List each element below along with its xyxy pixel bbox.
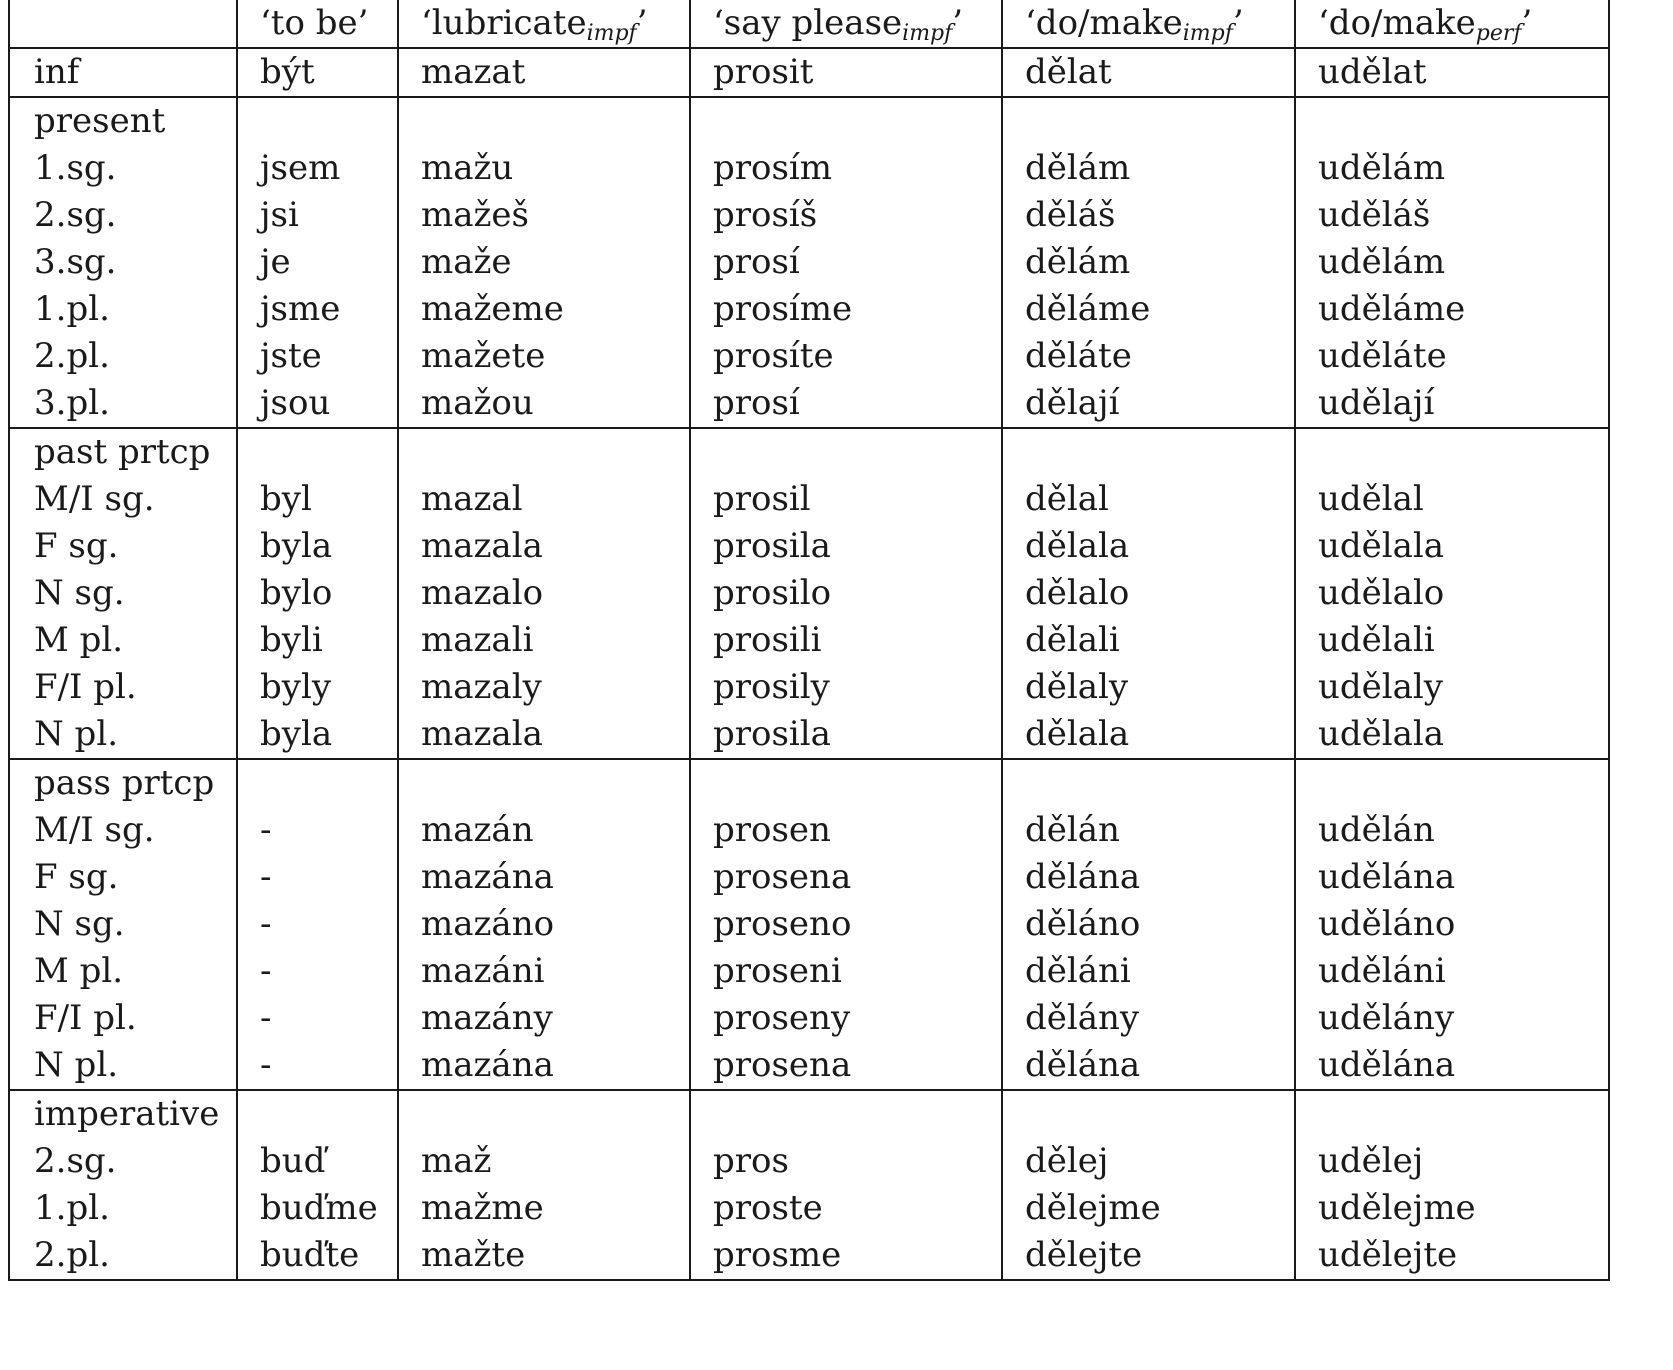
form-cell: mazaly [398,664,690,711]
table-row [9,239,1609,286]
section-pass-prtcp [9,759,1609,1090]
form-cell: - [237,854,398,901]
form-cell: děláni [1002,948,1295,995]
form-cell: uděláme [1295,286,1609,333]
form-cell: udělejme [1295,1185,1609,1232]
form-cell: prosena [690,1042,1002,1090]
table-row [9,948,1609,995]
table-header-group [9,0,1609,97]
row-label: F/I pl. [9,664,237,711]
form-cell: dělej [1002,1138,1295,1185]
form-cell: udělala [1295,711,1609,759]
empty-cell [237,759,398,807]
form-cell: proseny [690,995,1002,1042]
form-cell: prosena [690,854,1002,901]
form-cell: prosili [690,617,1002,664]
row-label: N sg. [9,570,237,617]
form-cell: byl [237,476,398,523]
form-cell: uděláte [1295,333,1609,380]
form-cell: dělán [1002,807,1295,854]
aspect-subscript: impf [586,21,637,46]
form-cell: mazal [398,476,690,523]
aspect-subscript: impf [1182,21,1233,46]
form-cell: dělána [1002,854,1295,901]
form-cell: mazány [398,995,690,1042]
row-label: 1.pl. [9,1185,237,1232]
form-cell: dělali [1002,617,1295,664]
form-cell: dělat [1002,48,1295,97]
form-cell: dělejme [1002,1185,1295,1232]
empty-cell [1295,428,1609,476]
closing-quote: ’ [1521,3,1533,43]
section-past-prtcp [9,428,1609,759]
section-label: pass prtcp [9,759,237,807]
empty-cell [398,428,690,476]
section-present [9,97,1609,428]
form-cell: prosíš [690,192,1002,239]
section-label-row [9,428,1609,476]
empty-cell [1295,97,1609,145]
column-gloss: ‘do/make [1318,3,1476,43]
closing-quote: ’ [952,3,964,43]
empty-cell [690,97,1002,145]
form-cell: mazán [398,807,690,854]
form-cell: prosí [690,239,1002,286]
row-label: M/I sg. [9,807,237,854]
form-cell: prosen [690,807,1002,854]
form-cell: mažete [398,333,690,380]
form-cell: proste [690,1185,1002,1232]
form-cell: uděláno [1295,901,1609,948]
form-cell: udělána [1295,1042,1609,1090]
form-cell: mazáno [398,901,690,948]
table-row [9,1042,1609,1090]
row-label: N pl. [9,1042,237,1090]
form-cell: mažeme [398,286,690,333]
form-cell: děláš [1002,192,1295,239]
row-label: 2.pl. [9,333,237,380]
form-cell: pros [690,1138,1002,1185]
closing-quote: ’ [1232,3,1244,43]
column-gloss: ‘lubricate [421,3,587,43]
form-cell: byli [237,617,398,664]
table-row [9,807,1609,854]
section-label-row [9,1090,1609,1138]
form-cell: jsem [237,145,398,192]
form-cell: mažte [398,1232,690,1280]
empty-cell [690,1090,1002,1138]
table-row [9,1185,1609,1232]
table-row [9,286,1609,333]
column-header [690,0,1002,48]
empty-cell [1002,428,1295,476]
row-label: F/I pl. [9,995,237,1042]
row-label: M/I sg. [9,476,237,523]
form-cell: dělána [1002,1042,1295,1090]
form-cell: proseno [690,901,1002,948]
form-cell: udělaly [1295,664,1609,711]
table-row [9,995,1609,1042]
column-header [398,0,690,48]
form-cell: udělám [1295,145,1609,192]
form-cell: mažme [398,1185,690,1232]
table-row [9,1138,1609,1185]
table-row [9,901,1609,948]
form-cell: byly [237,664,398,711]
form-cell: prosíme [690,286,1002,333]
empty-cell [237,428,398,476]
empty-cell [1002,759,1295,807]
form-cell: jsme [237,286,398,333]
empty-cell [1002,97,1295,145]
form-cell: buď [237,1138,398,1185]
table-row [9,333,1609,380]
header-corner-cell [9,0,237,48]
form-cell: mazali [398,617,690,664]
form-cell: udělejte [1295,1232,1609,1280]
table-row [9,523,1609,570]
empty-cell [398,1090,690,1138]
form-cell: jste [237,333,398,380]
form-cell: dělám [1002,145,1295,192]
table-row [9,711,1609,759]
form-cell: - [237,807,398,854]
form-cell: udělají [1295,380,1609,428]
section-label: present [9,97,237,145]
table-row [9,145,1609,192]
row-label: N pl. [9,711,237,759]
row-label: 1.sg. [9,145,237,192]
form-cell: prosím [690,145,1002,192]
row-label: 3.sg. [9,239,237,286]
form-cell: proseni [690,948,1002,995]
form-cell: prosí [690,380,1002,428]
row-label: F sg. [9,854,237,901]
form-cell: buďte [237,1232,398,1280]
header-row [9,0,1609,48]
table-row [9,617,1609,664]
form-cell: udělali [1295,617,1609,664]
column-gloss: ‘do/make [1025,3,1183,43]
form-cell: udělej [1295,1138,1609,1185]
aspect-subscript: impf [902,21,953,46]
form-cell: děláno [1002,901,1295,948]
closing-quote: ’ [636,3,648,43]
form-cell: mažeš [398,192,690,239]
form-cell: mažou [398,380,690,428]
form-cell: udělalo [1295,570,1609,617]
form-cell: prosíte [690,333,1002,380]
empty-cell [398,97,690,145]
column-gloss: ‘to be’ [260,3,369,43]
empty-cell [1002,1090,1295,1138]
form-cell: byla [237,711,398,759]
section-label: past prtcp [9,428,237,476]
form-cell: dělala [1002,523,1295,570]
form-cell: udělala [1295,523,1609,570]
row-label: 1.pl. [9,286,237,333]
form-cell: mazalo [398,570,690,617]
row-label: N sg. [9,901,237,948]
form-cell: prosily [690,664,1002,711]
form-cell: udělám [1295,239,1609,286]
empty-cell [1295,1090,1609,1138]
form-cell: maže [398,239,690,286]
form-cell: - [237,995,398,1042]
form-cell: je [237,239,398,286]
empty-cell [398,759,690,807]
row-label: inf [9,48,237,97]
table-row [9,192,1609,239]
section-label-row [9,759,1609,807]
form-cell: jsi [237,192,398,239]
form-cell: prosme [690,1232,1002,1280]
column-header [1295,0,1609,48]
table-row [9,1232,1609,1280]
form-cell: uděláš [1295,192,1609,239]
form-cell: byla [237,523,398,570]
table-row [9,664,1609,711]
column-header [237,0,398,48]
aspect-subscript: perf [1475,21,1522,46]
form-cell: mazala [398,711,690,759]
section-label: imperative [9,1090,237,1138]
row-label: 3.pl. [9,380,237,428]
form-cell: udělán [1295,807,1609,854]
form-cell: dělejte [1002,1232,1295,1280]
table-row [9,380,1609,428]
form-cell: dělala [1002,711,1295,759]
infinitive-row [9,48,1609,97]
empty-cell [1295,759,1609,807]
form-cell: mazat [398,48,690,97]
form-cell: děláte [1002,333,1295,380]
form-cell: mazáni [398,948,690,995]
table-row [9,854,1609,901]
conjugation-table [8,0,1610,1281]
form-cell: jsou [237,380,398,428]
row-label: 2.pl. [9,1232,237,1280]
form-cell: dělám [1002,239,1295,286]
column-header [1002,0,1295,48]
form-cell: prosila [690,523,1002,570]
row-label: F sg. [9,523,237,570]
form-cell: udělat [1295,48,1609,97]
form-cell: dělaly [1002,664,1295,711]
form-cell: mazána [398,854,690,901]
form-cell: udělal [1295,476,1609,523]
form-cell: dělány [1002,995,1295,1042]
row-label: 2.sg. [9,1138,237,1185]
form-cell: udělána [1295,854,1609,901]
row-label: 2.sg. [9,192,237,239]
form-cell: maž [398,1138,690,1185]
form-cell: prosila [690,711,1002,759]
empty-cell [237,97,398,145]
form-cell: uděláni [1295,948,1609,995]
form-cell: mažu [398,145,690,192]
form-cell: prosil [690,476,1002,523]
form-cell: prosilo [690,570,1002,617]
form-cell: - [237,1042,398,1090]
form-cell: - [237,948,398,995]
row-label: M pl. [9,617,237,664]
form-cell: buďme [237,1185,398,1232]
form-cell: dělal [1002,476,1295,523]
form-cell: bylo [237,570,398,617]
form-cell: udělány [1295,995,1609,1042]
form-cell: prosit [690,48,1002,97]
section-imperative [9,1090,1609,1280]
form-cell: - [237,901,398,948]
table-row [9,476,1609,523]
empty-cell [237,1090,398,1138]
form-cell: mazala [398,523,690,570]
form-cell: děláme [1002,286,1295,333]
form-cell: dělalo [1002,570,1295,617]
form-cell: dělají [1002,380,1295,428]
empty-cell [690,428,1002,476]
form-cell: být [237,48,398,97]
row-label: M pl. [9,948,237,995]
table-row [9,570,1609,617]
form-cell: mazána [398,1042,690,1090]
column-gloss: ‘say please [713,3,903,43]
section-label-row [9,97,1609,145]
empty-cell [690,759,1002,807]
